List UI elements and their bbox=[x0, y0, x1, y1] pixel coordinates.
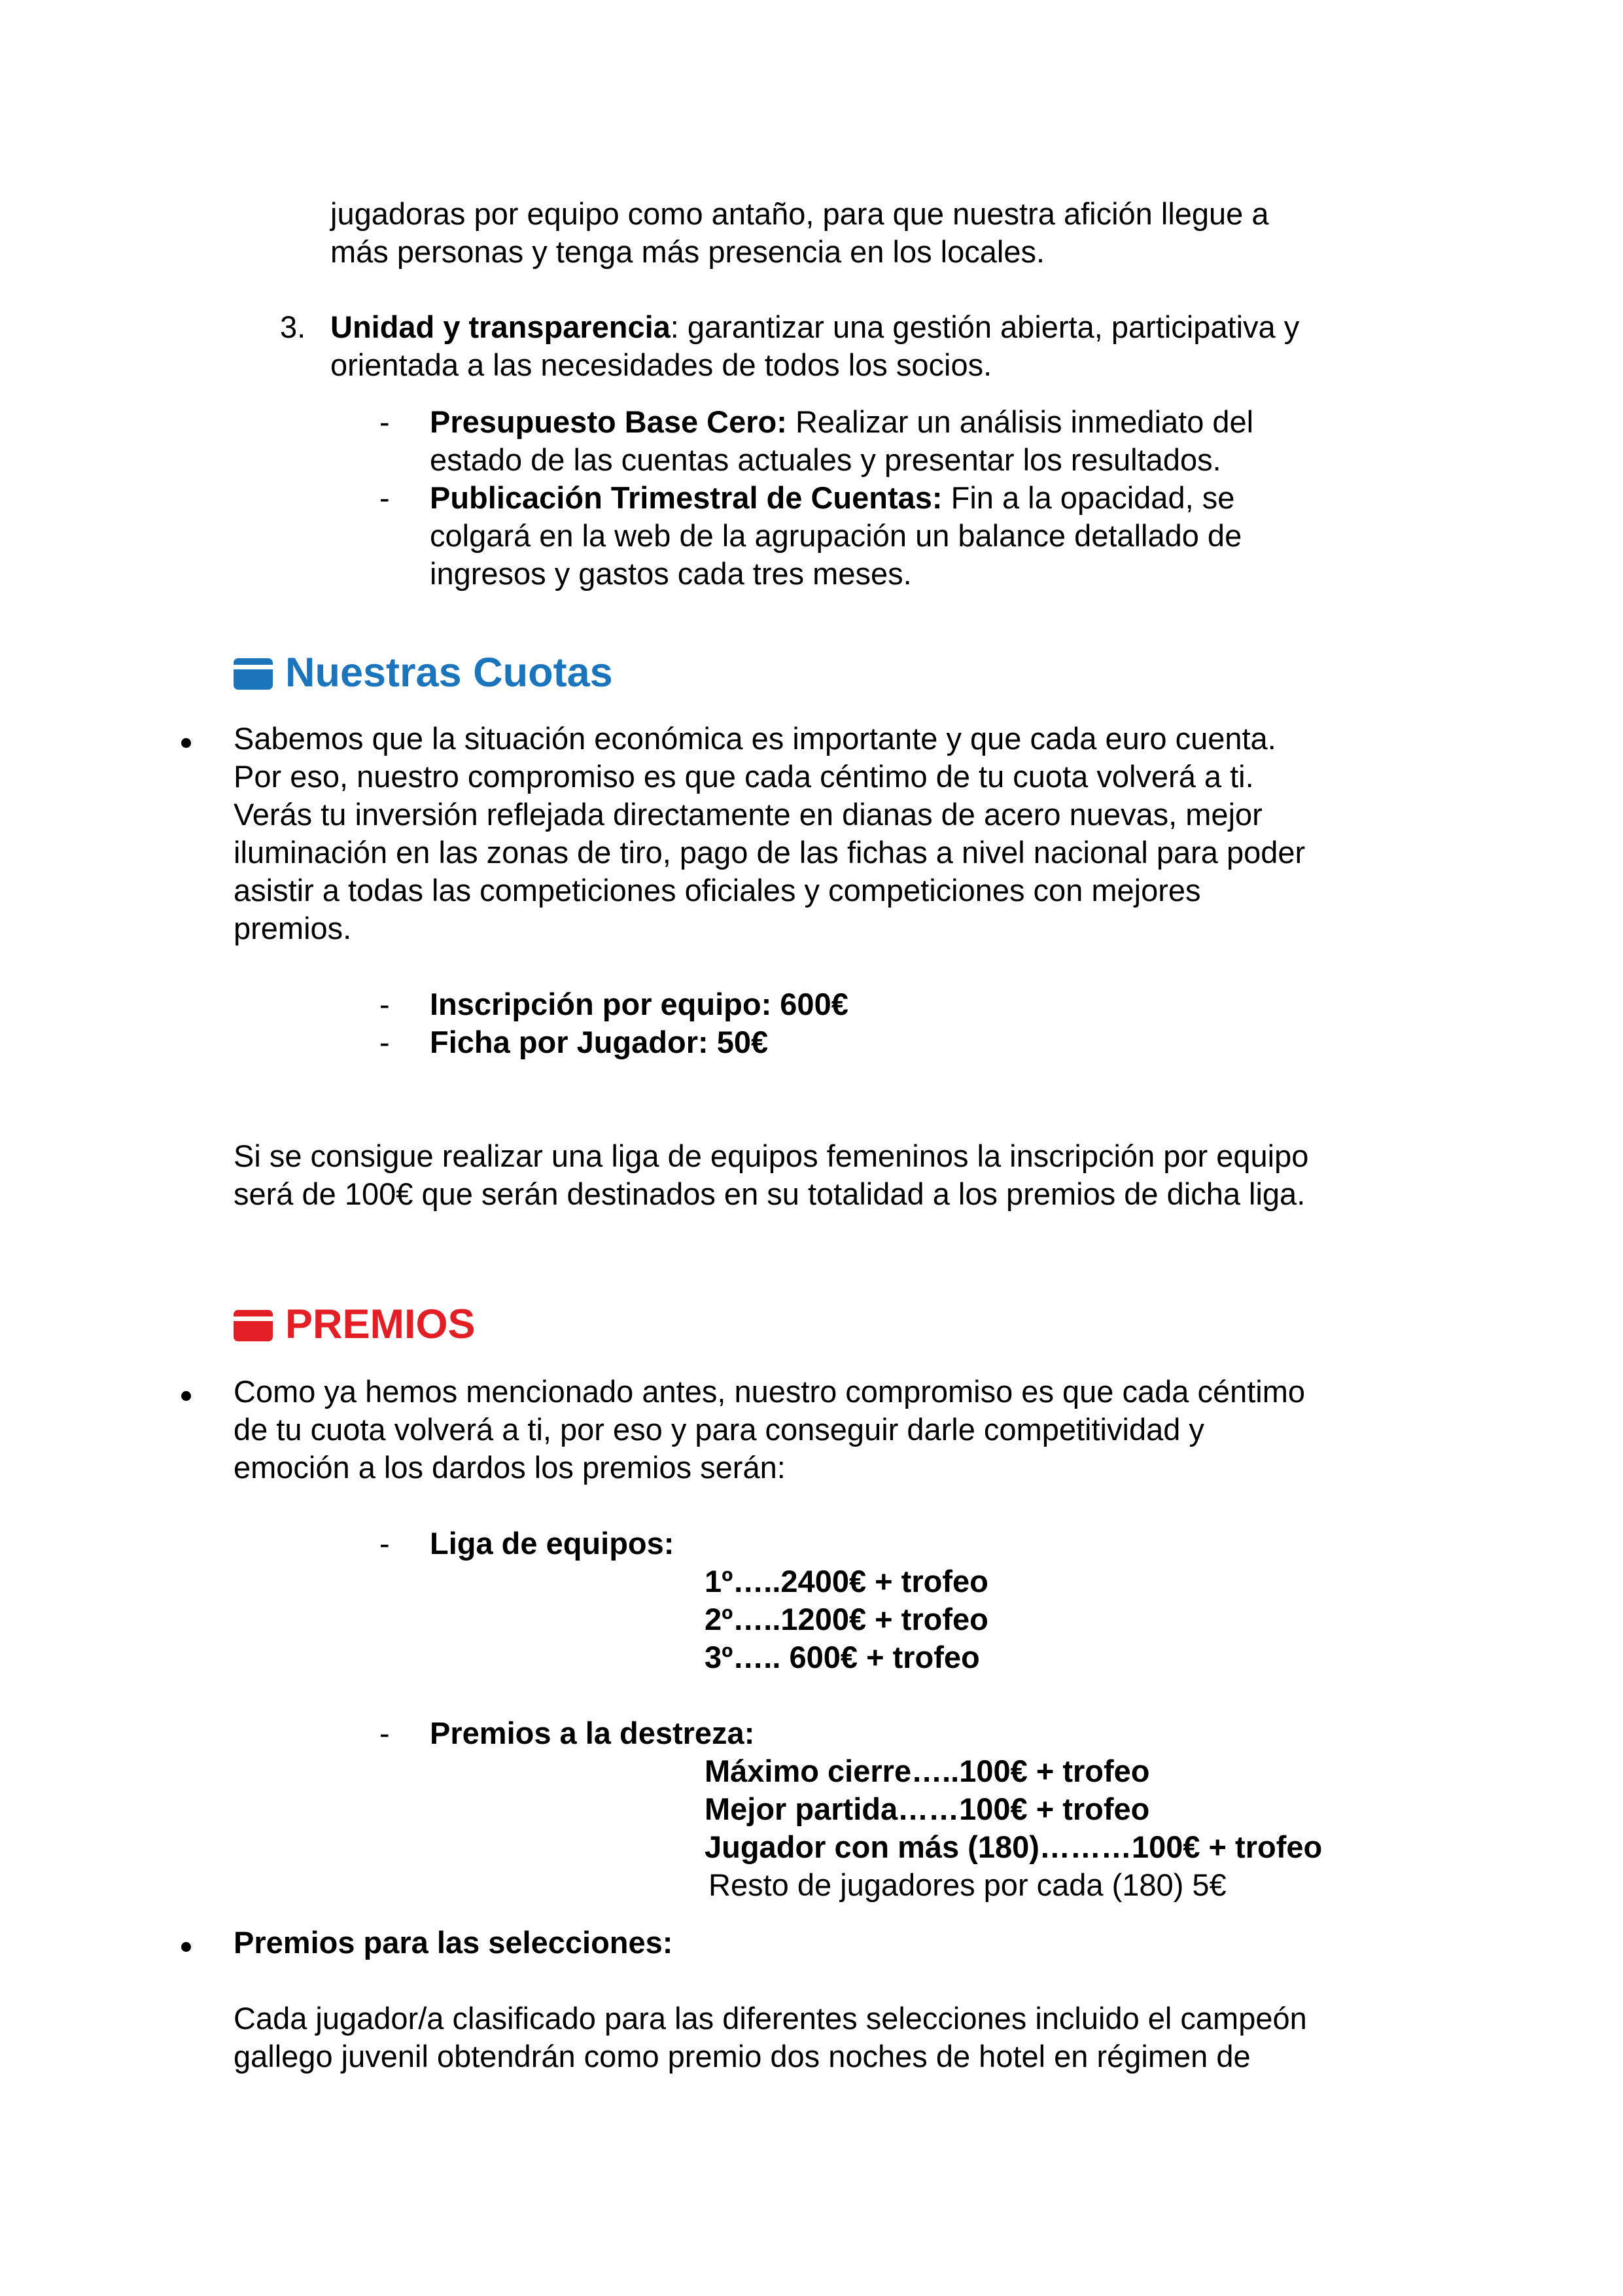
list-number: 3. bbox=[280, 309, 306, 344]
credit-card-icon bbox=[234, 658, 273, 690]
intro-line: más personas y tenga más presencia en los locales. bbox=[330, 234, 1045, 269]
destreza-prize: Jugador con más (180)………100€ + trofeo bbox=[705, 1829, 1323, 1864]
sub-item-title: Publicación Trimestral de Cuentas: bbox=[430, 480, 943, 515]
bullet-icon bbox=[181, 1391, 191, 1401]
sub-item-text: Fin a la opacidad, se bbox=[942, 480, 1235, 515]
resto-line: Resto de jugadores por cada (180) 5€ bbox=[708, 1867, 1227, 1902]
item3-line: orientada a las necesidades de todos los socios. bbox=[330, 347, 992, 382]
selecciones-line: Cada jugador/a clasificado para las diferentes selecciones incluido el campeón bbox=[234, 2001, 1307, 2036]
fee-player: Ficha por Jugador: 50€ bbox=[430, 1025, 769, 1059]
fee-team: Inscripción por equipo: 600€ bbox=[430, 987, 848, 1021]
sub-item-text: Realizar un análisis inmediato del bbox=[786, 404, 1254, 439]
premios-paragraph-line: Como ya hemos mencionado antes, nuestro compromiso es que cada céntimo bbox=[234, 1374, 1306, 1409]
sub-item bbox=[430, 403, 1253, 441]
liga-prize: 3º….. 600€ + trofeo bbox=[705, 1640, 980, 1674]
destreza-prize: Máximo cierre…..100€ + trofeo bbox=[705, 1754, 1150, 1788]
sub-item-line: estado de las cuentas actuales y presentar los resultados. bbox=[430, 442, 1221, 477]
women-league-line: Si se consigue realizar una liga de equipos femeninos la inscripción por equipo bbox=[234, 1139, 1309, 1173]
premios-paragraph-line: emoción a los dardos los premios serán: bbox=[234, 1450, 786, 1485]
liga-title: Liga de equipos: bbox=[430, 1526, 674, 1561]
destreza-title: Premios a la destreza: bbox=[430, 1716, 755, 1750]
cuotas-paragraph-line: Por eso, nuestro compromiso es que cada céntimo de tu cuota volverá a ti. bbox=[234, 759, 1254, 794]
bullet-icon bbox=[181, 738, 191, 748]
cuotas-paragraph-line: Sabemos que la situación económica es importante y que cada euro cuenta. bbox=[234, 721, 1276, 756]
item3-title: Unidad y transparencia bbox=[330, 309, 671, 344]
premios-paragraph-line: de tu cuota volverá a ti, por eso y para conseguir darle competitividad y bbox=[234, 1412, 1204, 1447]
liga-prize: 1º…..2400€ + trofeo bbox=[705, 1564, 988, 1598]
selecciones-title: Premios para las selecciones: bbox=[234, 1925, 673, 1960]
dash-marker: - bbox=[379, 1716, 390, 1750]
dash-marker: - bbox=[379, 1526, 390, 1561]
women-league-line: será de 100€ que serán destinados en su totalidad a los premios de dicha liga. bbox=[234, 1176, 1306, 1211]
dash-marker: - bbox=[379, 1025, 390, 1059]
sub-item bbox=[430, 479, 1234, 517]
cuotas-paragraph-line: Verás tu inversión reflejada directamente en dianas de acero nuevas, mejor bbox=[234, 797, 1263, 832]
sub-item-line: ingresos y gastos cada tres meses. bbox=[430, 556, 912, 591]
section-heading-cuotas: Nuestras Cuotas bbox=[285, 650, 613, 696]
dash-marker: - bbox=[379, 480, 390, 515]
cuotas-paragraph-line: iluminación en las zonas de tiro, pago de las fichas a nivel nacional para poder bbox=[234, 835, 1306, 870]
sub-item-title: Presupuesto Base Cero: bbox=[430, 404, 787, 439]
sub-item-line: colgará en la web de la agrupación un balance detallado de bbox=[430, 518, 1242, 553]
bullet-icon bbox=[181, 1942, 191, 1952]
dash-marker: - bbox=[379, 987, 390, 1021]
destreza-prize: Mejor partida……100€ + trofeo bbox=[705, 1792, 1150, 1826]
item3-line bbox=[330, 308, 1299, 346]
credit-card-icon bbox=[234, 1310, 273, 1341]
intro-line: jugadoras por equipo como antaño, para que nuestra afición llegue a bbox=[330, 196, 1269, 231]
cuotas-paragraph-line: asistir a todas las competiciones oficiales y competiciones con mejores bbox=[234, 873, 1201, 908]
dash-marker: - bbox=[379, 404, 390, 439]
liga-prize: 2º…..1200€ + trofeo bbox=[705, 1602, 988, 1636]
section-heading-premios: PREMIOS bbox=[285, 1301, 476, 1347]
item3-text: : garantizar una gestión abierta, participativa y bbox=[670, 309, 1300, 344]
cuotas-paragraph-line: premios. bbox=[234, 911, 352, 945]
selecciones-line: gallego juvenil obtendrán como premio dos noches de hotel en régimen de bbox=[234, 2039, 1251, 2074]
